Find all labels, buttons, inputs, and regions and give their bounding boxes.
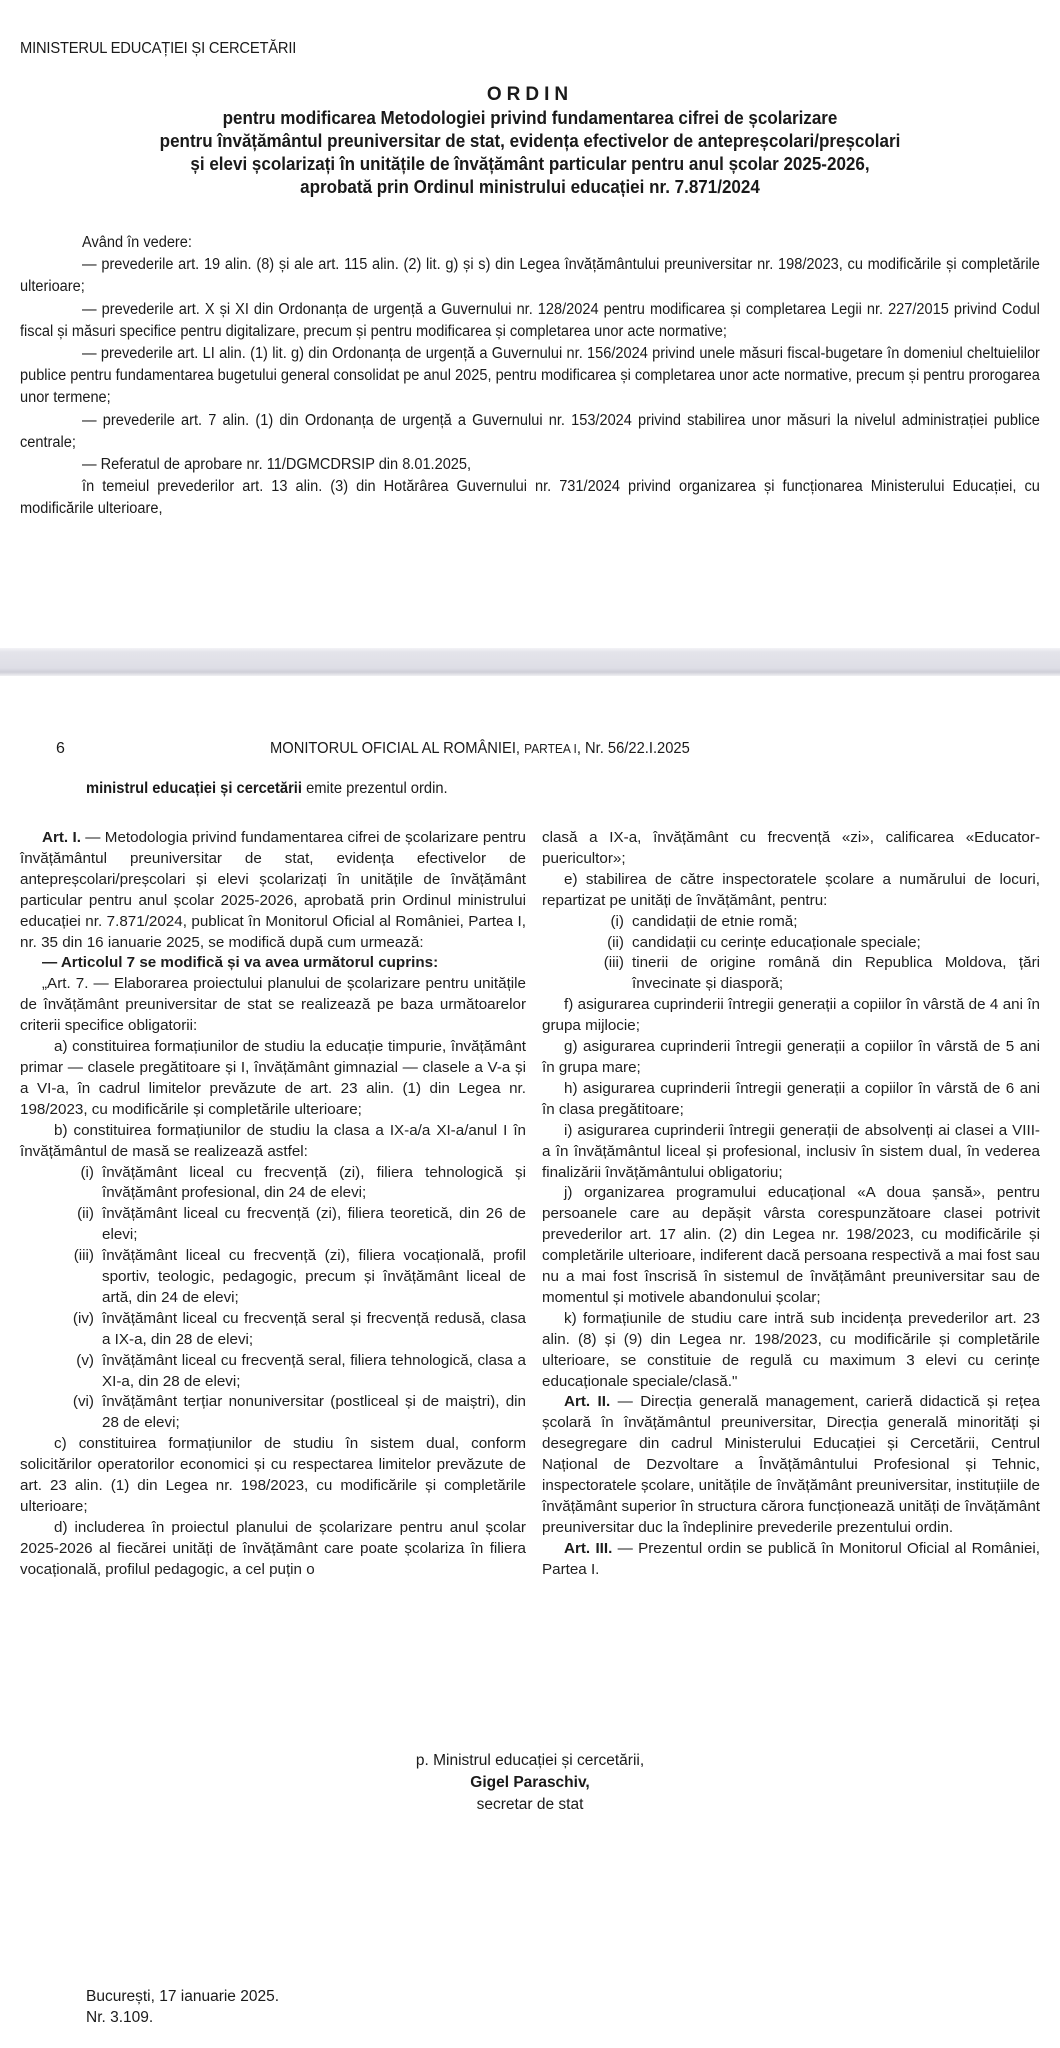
item-text: învățământ liceal cu frecvență (zi), filiera teoretică, din 26 de elevi;: [102, 1205, 526, 1244]
subtitle-line: și elevi școlarizați în unitățile de învățământ particular pentru anul școlar 2025-2026,: [190, 153, 870, 174]
page-1: [0, 0, 1060, 650]
issuing-text: emite prezentul ordin.: [301, 780, 448, 797]
signatory-name-text: Gigel Paraschiv,: [470, 1774, 590, 1791]
gazette-name: MONITORUL OFICIAL AL ROMÂNIEI,: [270, 740, 525, 757]
preamble-paragraph: în temeiul prevederilor art. 13 alin. (3) din Hotărârea Guvernului nr. 731/2024 privind organizarea și funcționarea Ministerului Educației, cu modificările ulterioare,: [20, 478, 1040, 518]
preamble: [20, 232, 1040, 521]
item-text: învățământ liceal cu frecvență seral și frecvență redusă, clasa a IX-a, din 28 de elevi;: [102, 1309, 526, 1348]
item-number: (iii): [603, 954, 624, 972]
preamble-paragraph: — prevederile art. LI alin. (1) lit. g) din Ordonanța de urgență a Guvernului nr. 156/2024 privind unele măsuri fiscal-bugetare în domeniul cheltuielilor publice pentru fundamentarea bugetului general consolidat pe anul 2025, pentru modificarea și completarea unor acte normative, precum și pentru prorogarea unor termene;: [20, 345, 1040, 407]
gazette-title: [270, 740, 690, 758]
page-separator: [0, 648, 1060, 676]
criterion-h: h) asigurarea cuprinderii întregii generații a copiilor în vârstă de 6 ani în clasa pregătitoare;: [542, 1079, 1040, 1118]
criterion-d-continued: clasă a IX-a, învățământ cu frecvență «zi», calificarea «Educator-puericultor»;: [542, 829, 1040, 867]
criterion-e-item: [542, 953, 1040, 995]
item-number: (ii): [77, 1205, 94, 1223]
criterion-e-item: [542, 933, 1040, 954]
criterion-b-item: [20, 1163, 526, 1205]
article-2: [542, 1392, 1040, 1538]
article-2-label: Art. II.: [564, 1393, 611, 1411]
criterion-i: i) asigurarea cuprinderii întregii generații de absolvenți ai clasei a VIII-a în învățământul liceal și profesional, inclusiv în sistem dual, în vederea finalizării învățământului obligatoriu;: [542, 1121, 1040, 1181]
left-column: [20, 828, 526, 1581]
page-number: 6: [56, 740, 65, 757]
item-number: (iv): [72, 1309, 94, 1327]
gazette-issue: , Nr. 56/22.I.2025: [576, 740, 690, 757]
right-column: [542, 828, 1040, 1581]
ministry-header: MINISTERUL EDUCAȚIEI ȘI CERCETĂRII: [20, 40, 297, 57]
criterion-b: b) constituirea formațiunilor de studiu la clasa a IX-a/a XI-a/anul I în învățământul de masă se realizează astfel:: [20, 1121, 526, 1160]
place-date: București, 17 ianuarie 2025.: [86, 1988, 280, 2005]
item-number: (iii): [73, 1247, 94, 1265]
issuer: ministrul educației și cercetării: [86, 780, 302, 797]
gazette-part: PARTEA I: [524, 741, 577, 756]
article-3: [542, 1539, 1040, 1581]
criterion-d: d) includerea în proiectul planului de școlarizare pentru anul școlar 2025-2026 al fiecărei unități de învățământ care poate școlariza în filiera vocațională, profilul pedagogic, a cel puțin o: [20, 1518, 526, 1578]
article-7-heading: [20, 953, 526, 974]
subtitle-line: aprobată prin Ordinul ministrului educației nr. 7.871/2024: [300, 176, 760, 197]
article-7-heading-text: — Articolul 7 se modifică și va avea următorul cuprins:: [42, 954, 439, 972]
criterion-a: a) constituirea formațiunilor de studiu la educație timpurie, învățământ primar — clasele pregătitoare și I, învățământ gimnazial — clasele a V-a și a VI-a, în cadrul limitelor prevăzute de art. 23 alin. (1) din Legea nr. 198/2023, cu modificările și completările ulterioare;: [20, 1038, 526, 1118]
criterion-f: f) asigurarea cuprinderii întregii generații a copiilor în vârstă de 4 ani în grupa mijlocie;: [542, 996, 1040, 1035]
criterion-c: c) constituirea formațiunilor de studiu în sistem dual, conform solicitărilor operatorilor economici și cu respectarea limitelor prevăzute de art. 23 alin. (1) din Legea nr. 198/2023, cu modificările și completările ulterioare;: [20, 1435, 526, 1515]
item-number: (v): [76, 1351, 94, 1369]
order-number: Nr. 3.109.: [86, 2009, 154, 2026]
criterion-b-item: [20, 1392, 526, 1434]
item-text: învățământ terțiar nonuniversitar (postliceal și de maiștri), din 28 de elevi;: [102, 1393, 526, 1432]
place-date-block: [86, 1986, 279, 2028]
item-text: învățământ liceal cu frecvență seral, filiera tehnologică, clasa a XI-a, din 28 de elevi;: [102, 1351, 526, 1390]
item-number: (vi): [72, 1393, 94, 1411]
item-text: învățământ liceal cu frecvență (zi), filiera vocațională, profil sportiv, teologic, pedagogic, precum și învățământ liceal de artă, din 24 de elevi;: [102, 1247, 526, 1306]
preamble-paragraph: — prevederile art. X și XI din Ordonanța de urgență a Guvernului nr. 128/2024 pentru modificarea și completarea Legii nr. 227/2015 privind Codul fiscal și măsuri specifice pentru digitalizare, precum și pentru modificarea și completarea unor acte normative;: [20, 300, 1040, 340]
article-7-intro: „Art. 7. — Elaborarea proiectului planului de școlarizare pentru unitățile de învățământ preuniversitar de stat se realizează pe baza următoarelor criterii specifice obligatorii:: [20, 975, 526, 1035]
article-3-text: — Prezentul ordin se publică în Monitorul Oficial al României, Partea I.: [542, 1539, 1040, 1578]
criterion-k: k) formațiunile de studiu care intră sub incidența prevederilor art. 23 alin. (8) și (9) din Legea nr. 198/2023, cu modificările și completările ulterioare, se constituie de regulă cu maximum 3 elevi cu cerințe educaționale speciale/clasă.": [542, 1309, 1040, 1390]
criterion-e-item: [542, 912, 1040, 933]
criterion-e: e) stabilirea de către inspectoratele școlare a numărului de locuri, repartizat pe unități de învățământ, pentru:: [542, 870, 1040, 909]
signatory-title: p. Ministrul educației și cercetării,: [415, 1752, 645, 1769]
criterion-b-item: [20, 1309, 526, 1351]
item-text: tinerii de origine română din Republica Moldova, țări învecinate și diasporă;: [632, 954, 1040, 993]
article-2-text: — Direcția generală management, carieră didactică și rețea școlară în învățământul preuniversitar, Direcția generală minorități și desegregare din cadrul Ministerului Educației și Cercetării, Centrul Național de Dezvoltare a Învățământului Profesional și Tehnic, inspectoratele școlare, unitățile de învățământ preuniversitar, instituțiile de învățământ superior în structura cărora funcționează unități de învățământ preuniversitar duc la îndeplinire prevederile prezentului ordin.: [542, 1393, 1040, 1536]
subtitle-line: pentru modificarea Metodologiei privind fundamentarea cifrei de școlarizare: [222, 107, 838, 128]
issuing-statement: [86, 780, 448, 798]
item-text: candidații de etnie romă;: [632, 912, 798, 930]
document-subtitle: [42, 106, 1017, 198]
item-text: candidații cu cerințe educaționale speciale;: [632, 933, 921, 951]
article-3-label: Art. III.: [564, 1539, 613, 1557]
item-number: (i): [80, 1163, 94, 1181]
signatory-role: secretar de stat: [476, 1796, 584, 1813]
criterion-b-item: [20, 1351, 526, 1393]
document-title: ORDIN: [486, 84, 574, 105]
criterion-b-item: [20, 1204, 526, 1246]
criterion-j: j) organizarea programului educațional «A doua șansă», pentru persoanele care au depășit vârsta corespunzătoare clasei potrivit prevederilor art. 17 alin. (2) din Legea nr. 198/2023, cu modificările și completările ulterioare, indiferent dacă persoana respectivă a mai fost sau nu a mai fost înscrisă în sistemul de învățământ preuniversitar sau de momentul și motivele abandonului școlar;: [542, 1184, 1040, 1306]
criterion-b-item: [20, 1246, 526, 1309]
subtitle-line: pentru învățământul preuniversitar de stat, evidența efectivelor de antepreșcolari/preșcolari: [159, 130, 901, 151]
item-number: (ii): [607, 933, 624, 951]
preamble-paragraph: Având în vedere:: [82, 234, 192, 251]
preamble-paragraph: — prevederile art. 7 alin. (1) din Ordonanța de urgență a Guvernului nr. 153/2024 privind stabilirea unor măsuri la nivelul administrației publice centrale;: [20, 411, 1040, 451]
signatory-name: [0, 1772, 1060, 1794]
preamble-paragraph: — prevederile art. 19 alin. (8) și ale art. 115 alin. (2) lit. g) și s) din Legea învățământului preuniversitar nr. 198/2023, cu modificările și completările ulterioare;: [20, 256, 1040, 296]
preamble-paragraph: — Referatul de aprobare nr. 11/DGMCDRSIP din 8.01.2025,: [82, 456, 472, 474]
article-1: [20, 828, 526, 953]
article-1-text: — Metodologia privind fundamentarea cifrei de școlarizare pentru învățământul preuniversitar de stat, evidența efectivelor de antepreșcolari/preșcolari și elevi școlarizați în unitățile de învățământ particular pentru anul școlar 2025-2026, aprobată prin Ordinul ministrului educației nr. 7.871/2024, publicat în Monitorul Oficial al României, Partea I, nr. 35 din 16 ianuarie 2025, se modifică după cum urmează:: [20, 829, 526, 951]
item-number: (i): [610, 912, 624, 930]
signature-block: [0, 1750, 1060, 1816]
item-text: învățământ liceal cu frecvență (zi), filiera tehnologică și învățământ profesional, din 24 de elevi;: [102, 1163, 526, 1202]
article-1-label: Art. I.: [42, 829, 81, 846]
criterion-g: g) asigurarea cuprinderii întregii generații a copiilor în vârstă de 5 ani în grupa mare;: [542, 1038, 1040, 1076]
